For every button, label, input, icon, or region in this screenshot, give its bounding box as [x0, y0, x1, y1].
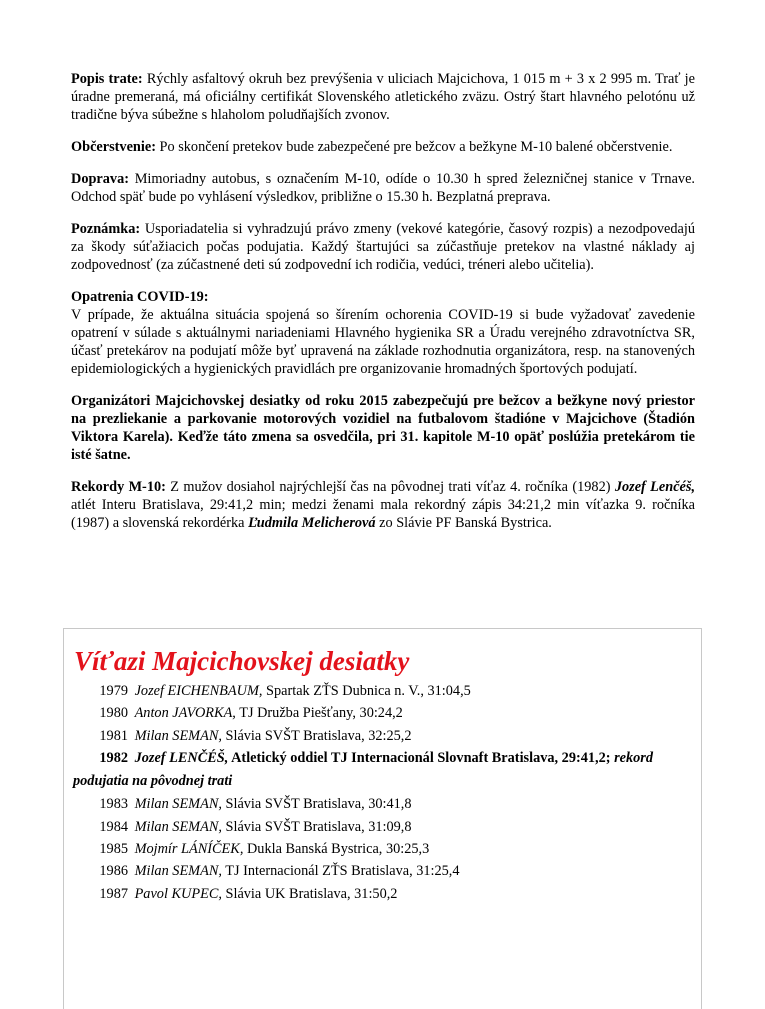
winner-row: [73, 816, 695, 838]
note-text: Usporiadatelia si vyhradzujú právo zmeny (vekové kategórie, časový rozpis) a nezodpovedajú za škody súťažiacich počas podujatia. Každý štartujúci sa zúčastňuje pretekov na vlastné náklady aj zodpovednosť (za zúčastnené deti sú zodpovední ich rodičia, vedúci, tréneri alebo učitelia).: [71, 221, 696, 273]
winner-row: [73, 793, 695, 815]
records-text-3: zo Slávie PF Banská Bystrica.: [379, 515, 552, 531]
winner-year: 1979: [99, 683, 128, 699]
winner-year: 1984: [99, 818, 128, 835]
winner-detail: TJ Družba Piešťany, 30:24,2: [239, 705, 403, 722]
covid-text: V prípade, že aktuálna situácia spojená so šírením ochorenia COVID-19 si bude vyžadovať zavedenie opatrení v súlade s aktuálnymi nariadeniami Hlavného hygienika SR a Úradu verejného zdravotníctva SR, účasť pretekárov na podujatí môže byť upravená na základe rozhodnutia organizátora, resp. na stanovených epidemiologických a hygienických pravidlách pre organizovanie hromadných športových podujatí.: [71, 307, 695, 377]
transport-label: Doprava:: [71, 171, 129, 187]
refreshments-text: Po skončení pretekov bude zabezpečené pre bežcov a bežkyne M-10 balené občerstvenie.: [159, 139, 673, 155]
winner-row: [73, 725, 695, 747]
winner-row: [73, 838, 695, 860]
winners-box: [63, 628, 702, 1009]
winner-year: 1985: [99, 840, 128, 857]
winner-name: Milan SEMAN,: [134, 727, 222, 744]
note-paragraph: [71, 220, 695, 274]
transport-paragraph: [71, 170, 695, 206]
winner-detail: TJ Internacionál ZŤS Bratislava, 31:25,4: [225, 863, 460, 880]
refreshments-paragraph: [71, 138, 695, 156]
winner-row: [73, 702, 695, 724]
winner-name: Mojmír LÁNÍČEK,: [134, 840, 244, 857]
winner-row: [73, 860, 695, 882]
course-label: Popis trate:: [71, 71, 143, 87]
refreshments-label: Občerstvenie:: [71, 139, 156, 155]
records-women-name: Ľudmila Melicherová: [248, 515, 376, 531]
winner-detail: Dukla Banská Bystrica, 30:25,3: [246, 840, 430, 857]
covid-paragraph: [71, 288, 695, 378]
winner-detail: Slávia SVŠT Bratislava, 30:41,8: [225, 796, 412, 813]
winner-name: Milan SEMAN,: [134, 796, 222, 813]
winners-list: [73, 680, 695, 905]
winner-name: Pavol KUPEC,: [134, 885, 222, 902]
organizers-paragraph: [71, 392, 695, 464]
records-text-2: atlét Interu Bratislava, 29:41,2 min; medzi ženami mala rekordný zápis 34:21,2 min víťazka 9. ročníka (1987) a slovenská rekordérka: [71, 497, 695, 531]
note-label: Poznámka:: [71, 221, 141, 237]
transport-text: Mimoriadny autobus, s označením M-10, odíde o 10.30 h spred železničnej stanice v Trnave. Odchod späť bude po vyhlásení výsledkov, približne o 15.30 h. Bezplatná preprava.: [71, 171, 695, 205]
course-description: [71, 70, 695, 124]
course-text: Rýchly asfaltový okruh bez prevýšenia v uliciach Majcichova, 1 015 m + 3 x 2 995 m. Trať je úradne premeraná, má oficiálny certifikát Slovenského atletického zväzu. Ostrý štart hlavného pelotónu už tradične býva súbežne s hlaholom poludňajších zvonov.: [71, 71, 695, 123]
record-note: rekord podujatia na pôvodnej trati: [73, 750, 654, 790]
winner-name: Milan SEMAN,: [134, 863, 222, 880]
winner-detail: Slávia SVŠT Bratislava, 32:25,2: [225, 727, 412, 744]
winner-name: Anton JAVORKA,: [134, 705, 236, 722]
winner-year: 1983: [99, 796, 128, 813]
winner-name: Jozef EICHENBAUM,: [134, 683, 263, 699]
records-label: Rekordy M-10:: [71, 479, 166, 495]
organizers-text: Organizátori Majcichovskej desiatky od roku 2015 zabezpečujú pre bežcov a bežkyne nový priestor na prezliekanie a parkovanie motorových vozidiel na futbalovom štadióne v Majcichove (Štadión Viktora Karela). Keďže táto zmena sa osvedčila, pri 31. kapitole M-10 opäť poslúžia pretekárom tie isté šatne.: [71, 393, 695, 463]
winner-year: 1987: [99, 885, 128, 902]
records-men-name: Jozef Lenčéš,: [614, 479, 696, 495]
records-text-1: Z mužov dosiahol najrýchlejší čas na pôvodnej trati víťaz 4. ročníka (1982): [170, 479, 611, 495]
winner-detail: Slávia UK Bratislava, 31:50,2: [225, 885, 398, 902]
winner-row: [73, 680, 695, 702]
winner-year: 1980: [99, 705, 128, 722]
winner-row: [73, 883, 695, 905]
winners-title: Víťazi Majcichovskej desiatky: [74, 646, 410, 676]
winner-name: Jozef LENČÉŠ,: [134, 750, 229, 767]
winner-detail: Spartak ZŤS Dubnica n. V., 31:04,5: [266, 683, 471, 699]
covid-label: Opatrenia COVID-19:: [71, 289, 209, 305]
winner-year: 1986: [99, 863, 128, 880]
document-body: [71, 70, 695, 546]
winner-name: Milan SEMAN,: [134, 818, 222, 835]
winner-detail: Slávia SVŠT Bratislava, 31:09,8: [225, 818, 412, 835]
winner-detail: Atletický oddiel TJ Internacionál Slovnaft Bratislava, 29:41,2;: [231, 750, 611, 767]
winner-year: 1982: [99, 750, 128, 767]
winner-year: 1981: [99, 727, 128, 744]
winner-row-record: [73, 747, 695, 793]
records-paragraph: [71, 478, 695, 532]
